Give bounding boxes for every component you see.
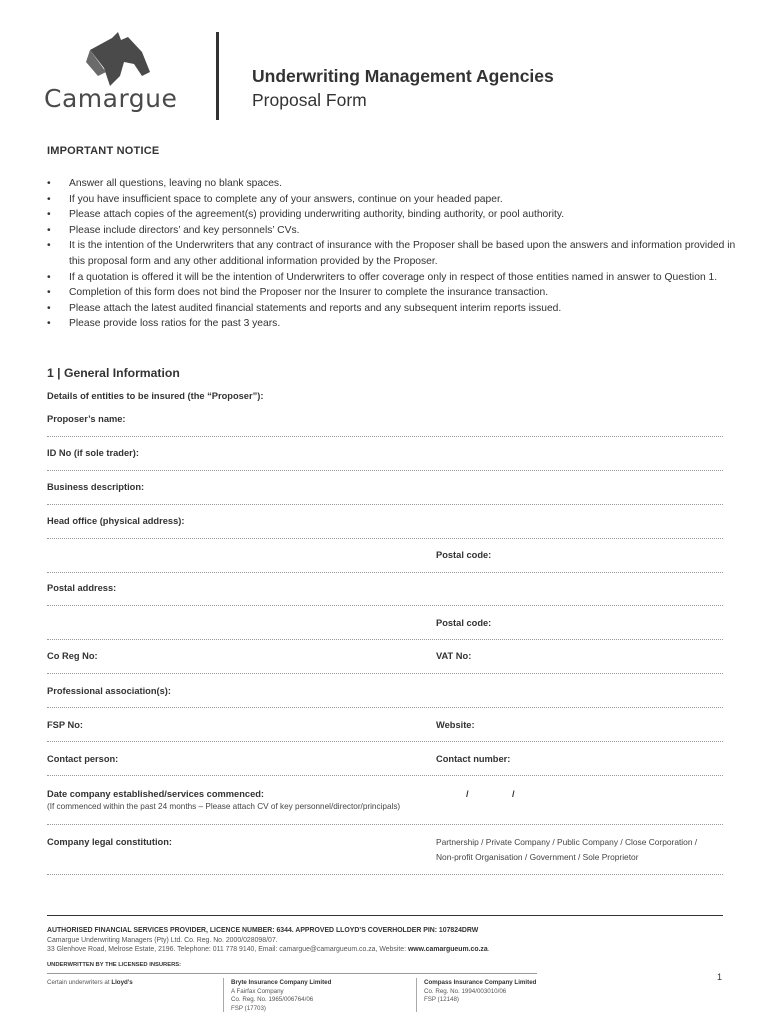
id-no-label: ID No (if sole trader): <box>47 448 139 458</box>
postal-code-label: Postal code: <box>436 550 492 560</box>
footer-rule <box>47 915 723 916</box>
insurer-divider <box>223 978 224 1012</box>
co-reg-no-label: Co Reg No: <box>47 651 98 661</box>
notice-item: • Please attach copies of the agreement(s) providing underwriting authority, binding authority, or pool authority. <box>47 207 737 223</box>
insurer-lloyds: Certain underwriters at Lloyd’s <box>47 979 133 986</box>
website-label: Website: <box>436 720 475 730</box>
contact-field[interactable] <box>47 775 723 776</box>
header-divider <box>216 32 219 120</box>
brand-name: Camargue <box>44 84 178 113</box>
head-office-field[interactable] <box>47 538 723 539</box>
contact-person-label: Contact person: <box>47 754 119 764</box>
date-slash: / <box>466 789 469 799</box>
notice-item: • If a quotation is offered it will be the intention of Underwriters to offer coverage only in respect of those entities named in answer to Question 1. <box>47 270 737 286</box>
postal-code-label: Postal code: <box>436 618 492 628</box>
business-description-field[interactable] <box>47 504 723 505</box>
notice-item: • If you have insufficient space to complete any of your answers, continue on your headed paper. <box>47 192 737 208</box>
insurer-divider <box>416 978 417 1012</box>
professional-association-field[interactable] <box>47 707 723 708</box>
professional-association-label: Professional association(s): <box>47 686 171 696</box>
notice-item: • Answer all questions, leaving no blank spaces. <box>47 176 737 192</box>
footer-website-link[interactable]: www.camargueum.co.za <box>407 946 488 953</box>
horse-head-icon <box>84 32 154 86</box>
id-no-field[interactable] <box>47 470 723 471</box>
page-title: Underwriting Management Agencies <box>252 66 554 86</box>
date-established-field[interactable] <box>47 824 723 825</box>
page-number: 1 <box>717 972 723 982</box>
fsp-website-field[interactable] <box>47 741 723 742</box>
constitution-options[interactable]: Non-profit Organisation / Government / Sole Proprietor <box>436 852 639 862</box>
notice-item: • Completion of this form does not bind the Proposer nor the Insurer to complete the insurance transaction. <box>47 285 737 301</box>
constitution-options[interactable]: Partnership / Private Company / Public Company / Close Corporation / <box>436 837 698 847</box>
legal-constitution-field[interactable] <box>47 874 723 875</box>
head-office-postal-code-field[interactable] <box>47 572 723 573</box>
notice-heading: IMPORTANT NOTICE <box>47 145 160 157</box>
head-office-label: Head office (physical address): <box>47 516 185 526</box>
footer-company: Camargue Underwriting Managers (Pty) Ltd. Co. Reg. No. 2000/028098/07. <box>47 937 278 944</box>
insurer-compass: Compass Insurance Company Limited Co. Reg. No. 1994/003010/06 FSP (12148) <box>424 979 537 1004</box>
footer-insurers-rule <box>47 973 537 974</box>
proposer-name-field[interactable] <box>47 436 723 437</box>
details-label: Details of entities to be insured (the “Proposer”): <box>47 391 264 401</box>
notice-item: • Please include directors’ and key personnels’ CVs. <box>47 223 737 239</box>
legal-constitution-label: Company legal constitution: <box>47 837 172 847</box>
postal-address-field[interactable] <box>47 605 723 606</box>
business-description-label: Business description: <box>47 482 145 492</box>
notice-item: • It is the intention of the Underwriters that any contract of insurance with the Proposer shall be based upon the answers and information provided in this proposal form and any other additional information provided by the Proposer. <box>47 238 737 269</box>
footer-contact: 33 Glenhove Road, Melrose Estate, 2196. Telephone: 011 778 9140, Email: camargue@camargueum.co.za, Website: www.camargueum.co.za. <box>47 946 490 953</box>
footer-licence: AUTHORISED FINANCIAL SERVICES PROVIDER, LICENCE NUMBER: 6344. APPROVED LLOYD’S COVERHOLDER PIN: 107824DRW <box>47 927 479 934</box>
camargue-logo <box>44 32 189 114</box>
notice-item: • Please attach the latest audited financial statements and reports and any subsequent interim reports issued. <box>47 301 737 317</box>
notice-item: • Please provide loss ratios for the past 3 years. <box>47 316 737 332</box>
date-note: (If commenced within the past 24 months – Please attach CV of key personnel/director/principals) <box>47 802 401 811</box>
fsp-no-label: FSP No: <box>47 720 83 730</box>
contact-number-label: Contact number: <box>436 754 511 764</box>
co-reg-vat-field[interactable] <box>47 673 723 674</box>
notice-list <box>47 176 737 332</box>
postal-address-postal-code-field[interactable] <box>47 639 723 640</box>
section-heading: 1 | General Information <box>47 366 180 380</box>
proposer-name-label: Proposer’s name: <box>47 414 126 424</box>
footer-underwritten-heading: UNDERWRITTEN BY THE LICENSED INSURERS: <box>47 962 182 968</box>
date-slash: / <box>512 789 515 799</box>
page-subtitle: Proposal Form <box>252 90 367 110</box>
postal-address-label: Postal address: <box>47 583 117 593</box>
date-established-label: Date company established/services commenced: <box>47 789 265 799</box>
insurer-bryte: Bryte Insurance Company Limited A Fairfax Company Co. Reg. No. 1965/006764/06 FSP (17703) <box>231 979 332 1013</box>
vat-no-label: VAT No: <box>436 651 472 661</box>
